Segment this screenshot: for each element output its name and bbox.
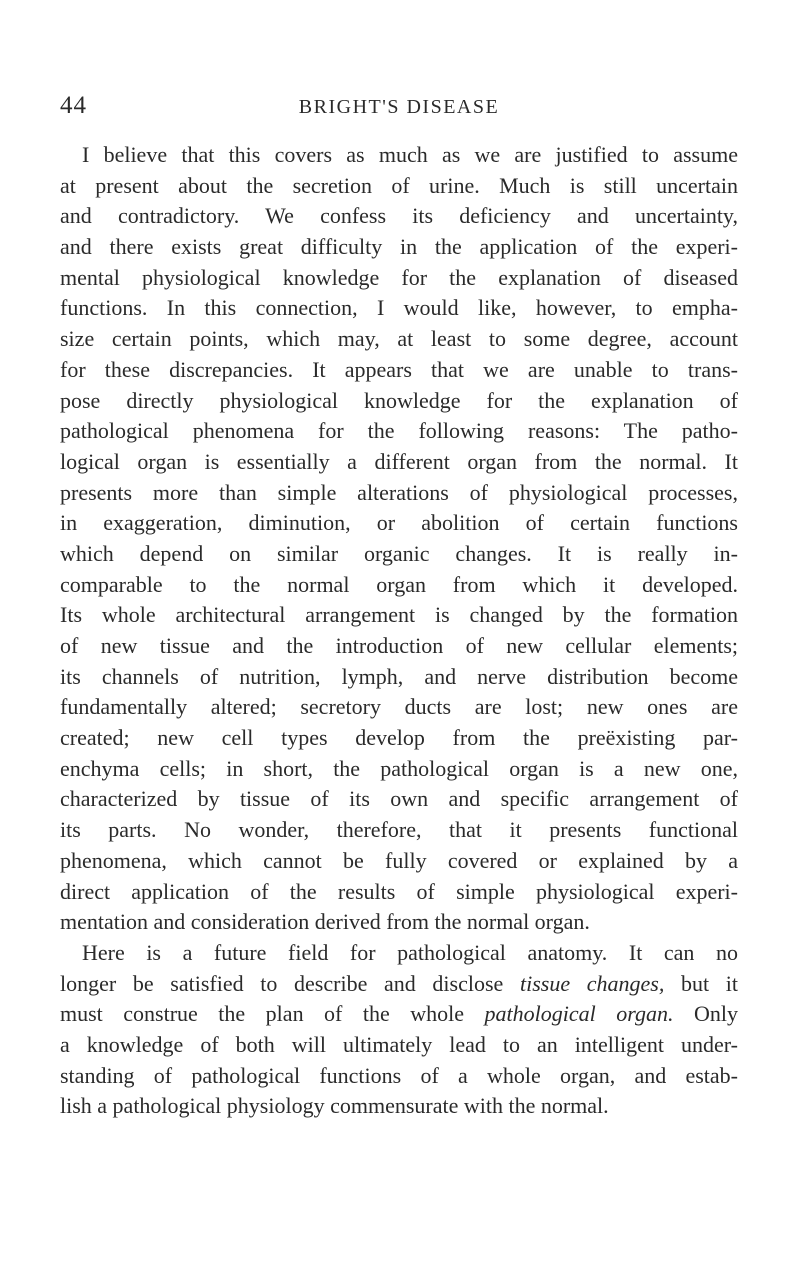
text-segment: but it xyxy=(681,970,738,996)
text-segment: Only xyxy=(694,1001,738,1027)
text-line: fundamentally altered; secretory ducts are lost; new ones are xyxy=(60,694,738,720)
text-line-with-emphasis xyxy=(60,969,738,1000)
emphasis-pathological-organ: pathological organ. xyxy=(484,1001,674,1027)
text-line: I believe that this covers as much as we are justified to assume xyxy=(82,142,738,167)
text-line: its parts. No wonder, therefore, that it presents functional xyxy=(60,817,738,843)
running-head xyxy=(60,92,738,122)
text-line-with-emphasis xyxy=(60,999,738,1030)
running-title: BRIGHT'S DISEASE xyxy=(298,96,500,118)
text-line: logical organ is essentially a different organ from the normal. It xyxy=(60,448,738,474)
text-line: Here is a future field for pathological anatomy. It can no xyxy=(82,939,738,965)
text-line: pose directly physiological knowledge for the explanation of xyxy=(60,387,738,413)
text-line: comparable to the normal organ from which it developed. xyxy=(60,571,738,597)
text-line: phenomena, which cannot be fully covered or explained by a xyxy=(60,847,738,873)
text-line: a knowledge of both will ultimately lead to an intelligent under- xyxy=(60,1031,738,1057)
text-line: Its whole architectural arrangement is changed by the formation xyxy=(60,602,738,628)
text-line: mentation and consideration derived from the normal organ. xyxy=(60,909,590,935)
text-line: enchyma cells; in short, the pathological organ is a new one, xyxy=(60,755,738,781)
text-line: for these discrepancies. It appears that we are unable to trans- xyxy=(60,356,738,382)
text-line: mental physiological knowledge for the explanation of diseased xyxy=(60,264,738,290)
text-segment: longer be satisfied to describe and disclose xyxy=(60,970,504,996)
text-line: characterized by tissue of its own and specific arrangement of xyxy=(60,786,738,812)
text-line: presents more than simple alterations of physiological processes, xyxy=(60,479,738,505)
text-line: created; new cell types develop from the preëxisting par- xyxy=(60,725,738,751)
text-line: and contradictory. We confess its deficiency and uncertainty, xyxy=(60,203,738,229)
text-line: size certain points, which may, at least to some degree, account xyxy=(60,326,738,352)
text-line: functions. In this connection, I would like, however, to empha- xyxy=(60,295,738,321)
text-line: pathological phenomena for the following reasons: The patho- xyxy=(60,418,738,444)
text-line: direct application of the results of simple physiological experi- xyxy=(60,878,738,904)
text-line: lish a pathological physiology commensurate with the normal. xyxy=(60,1093,609,1119)
text-line: and there exists great difficulty in the application of the experi- xyxy=(60,234,738,260)
text-line: its channels of nutrition, lymph, and nerve distribution become xyxy=(60,663,738,689)
page-number: 44 xyxy=(60,92,87,119)
emphasis-tissue-changes: tissue changes, xyxy=(519,970,665,996)
text-segment: must construe the plan of the whole xyxy=(60,1001,465,1027)
text-line: at present about the secretion of urine. Much is still uncertain xyxy=(60,172,738,198)
text-line: of new tissue and the introduction of new cellular elements; xyxy=(60,633,738,658)
text-line: which depend on similar organic changes. It is really in- xyxy=(60,540,738,566)
text-line: standing of pathological functions of a whole organ, and estab- xyxy=(60,1062,738,1088)
text-line: in exaggeration, diminution, or abolition of certain functions xyxy=(60,510,738,536)
body-text xyxy=(60,140,738,1122)
